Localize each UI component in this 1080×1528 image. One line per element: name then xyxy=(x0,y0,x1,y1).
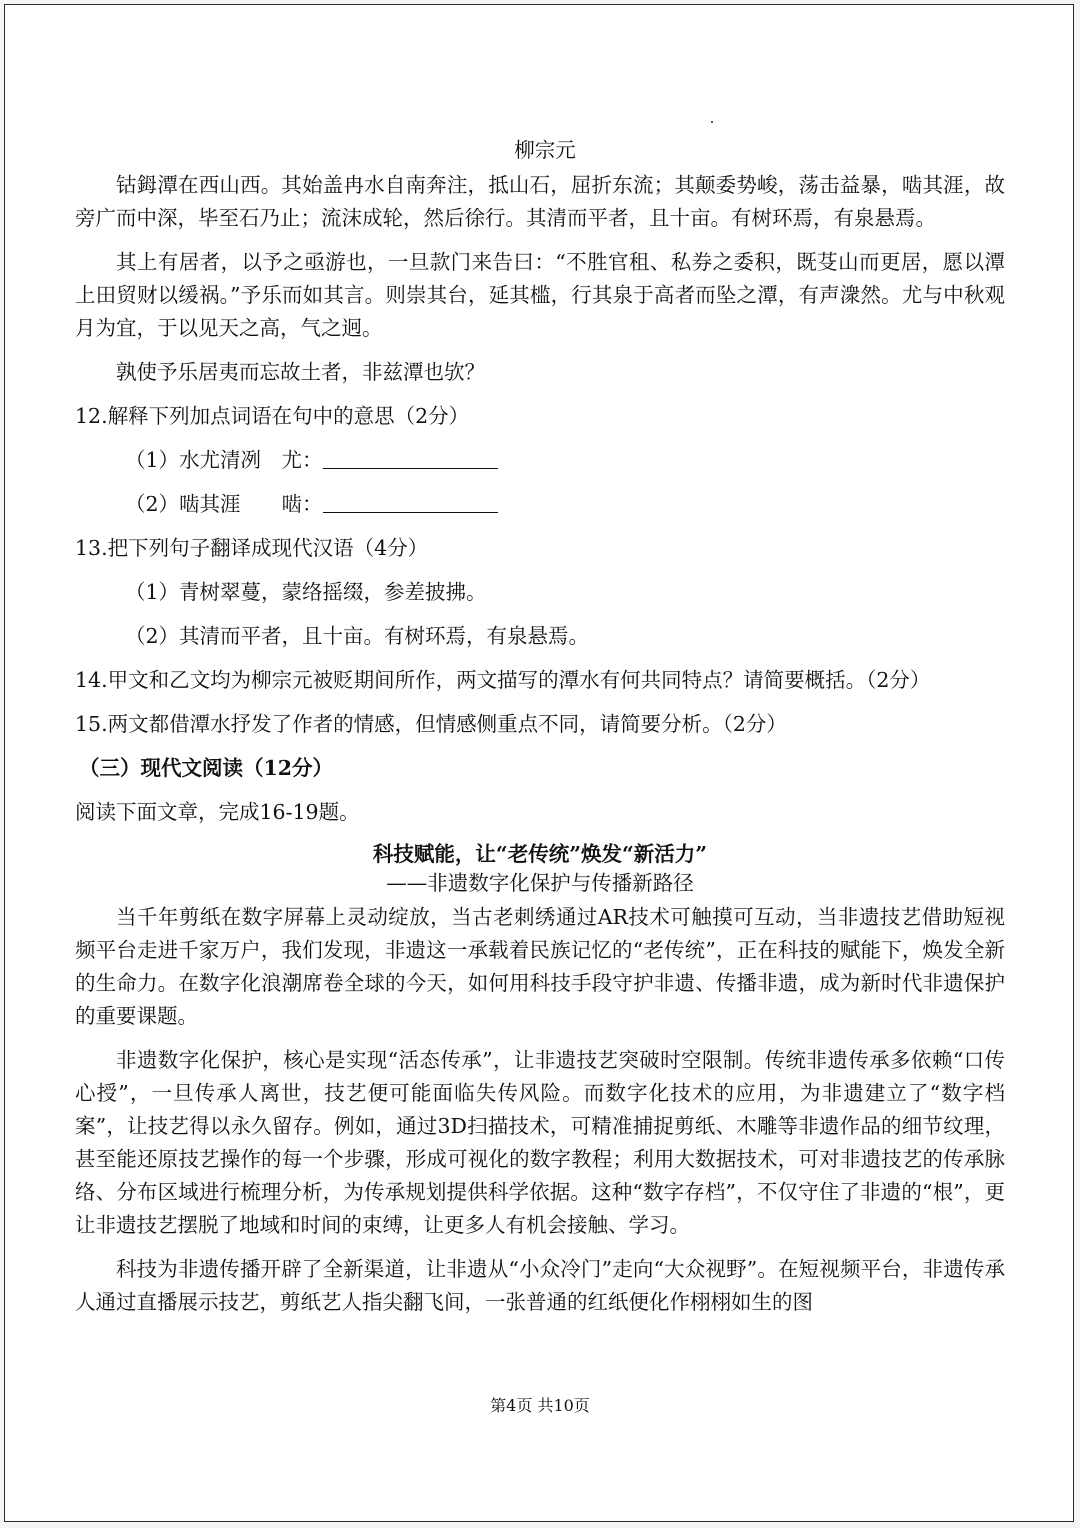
question-13-item-1: （1）青树翠蔓，蒙络摇缀，参差披拂。 xyxy=(125,580,487,604)
question-12-item-1-text: （1）水尤清冽 尤： xyxy=(125,448,323,472)
question-13-item-2: （2）其清而平者，且十亩。有树环焉，有泉悬焉。 xyxy=(125,624,590,648)
article-paragraph-2: 非遗数字化保护，核心是实现“活态传承”，让非遗技艺突破时空限制。传统非遗传承多依赖“口传心授”，一旦传承人离世，技艺便可能面临失传风险。而数字化技术的应用，为非遗建立了“数字档案”，让技艺得以永久留存。例如，通过3D扫描技术，可精准捕捉剪纸、木雕等非遗作品的细节纹理，甚至能还原技艺操作的每一个步骤，形成可视化的数字教程；利用大数据技术，可对非遗技艺的传承脉络、分布区域进行梳理分析，为传承规划提供科学依据。这种“数字存档”，不仅守住了非遗的“根”，更让非遗技艺摆脱了地域和时间的束缚，让更多人有机会接触、学习。 xyxy=(75,1048,1005,1237)
article-subtitle: ——非遗数字化保护与传播新路径 xyxy=(386,871,694,895)
passage-b-paragraph-1: 钴鉧潭在西山西。其始盖冉水自南奔注，抵山石，屈折东流；其颠委势峻，荡击益暴，啮其涯，故旁广而中深，毕至石乃止；流沫成轮，然后徐行。其清而平者，且十亩。有树环焉，有泉悬焉。 xyxy=(75,173,1005,230)
question-14: 14.甲文和乙文均为柳宗元被贬期间所作，两文描写的潭水有何共同特点？请简要概括。（2分） xyxy=(75,668,931,692)
section-heading: （三）现代文阅读（12分） xyxy=(79,756,334,780)
scan-speck xyxy=(711,121,713,123)
answer-blank-1[interactable] xyxy=(323,448,498,469)
page-content xyxy=(75,133,1005,1330)
article-paragraph-3: 科技为非遗传播开辟了全新渠道，让非遗从“小众冷门”走向“大众视野”。在短视频平台，非遗传承人通过直播展示技艺，剪纸艺人指尖翻飞间，一张普通的红纸便化作栩栩如生的图 xyxy=(75,1257,1005,1314)
page-number: 第4页 共10页 xyxy=(490,1396,590,1415)
question-13: 13.把下列句子翻译成现代汉语（4分） xyxy=(75,536,429,560)
passage-b-paragraph-3: 孰使予乐居夷而忘故土者，非兹潭也欤？ xyxy=(116,360,485,384)
passage-author: 柳宗元 xyxy=(514,138,576,162)
section-instruction: 阅读下面文章，完成16-19题。 xyxy=(75,800,360,824)
question-12-item-1 xyxy=(75,444,1005,477)
passage-b-paragraph-2: 其上有居者，以予之亟游也，一旦款门来告曰：“不胜官租、私券之委积，既芟山而更居，愿以潭上田贸财以缓祸。”予乐而如其言。则崇其台，延其槛，行其泉于高者而坠之潭，有声潨然。尤与中秋观月为宜，于以见天之高，气之迥。 xyxy=(75,250,1005,340)
article-paragraph-1: 当千年剪纸在数字屏幕上灵动绽放，当古老刺绣通过AR技术可触摸可互动，当非遗技艺借助短视频平台走进千家万户，我们发现，非遗这一承载着民族记忆的“老传统”，正在科技的赋能下，焕发全新的生命力。在数字化浪潮席卷全球的今天，如何用科技手段守护非遗、传播非遗，成为新时代非遗保护的重要课题。 xyxy=(75,905,1005,1028)
question-12-item-2 xyxy=(75,488,1005,521)
question-12-item-2-text: （2）啮其涯 啮： xyxy=(125,492,323,516)
question-15: 15.两文都借潭水抒发了作者的情感，但情感侧重点不同，请简要分析。（2分） xyxy=(75,712,787,736)
question-12: 12.解释下列加点词语在句中的意思（2分） xyxy=(75,404,470,428)
answer-blank-2[interactable] xyxy=(323,492,498,513)
exam-page xyxy=(4,4,1074,1522)
article-title: 科技赋能，让“老传统”焕发“新活力” xyxy=(372,842,708,866)
